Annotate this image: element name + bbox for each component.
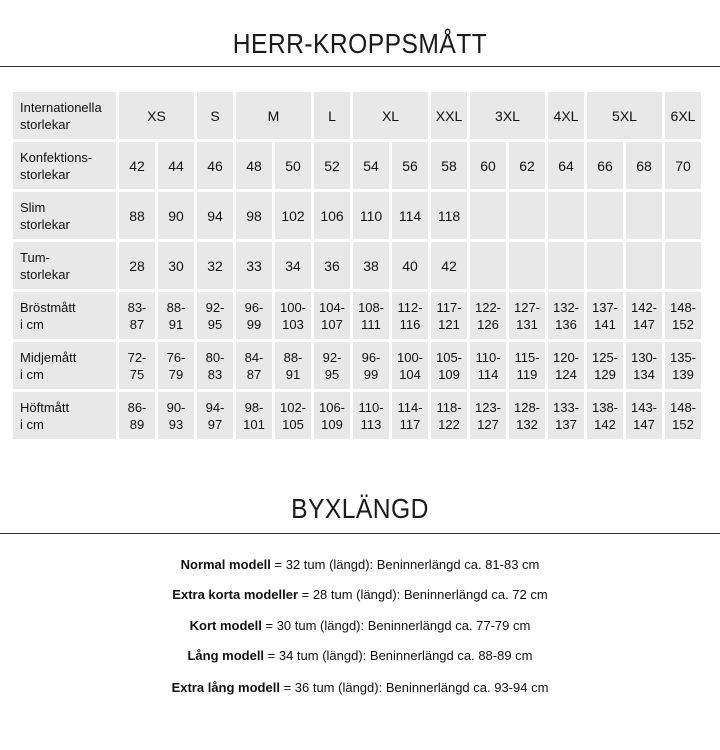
table-cell: 106- 109	[314, 392, 350, 439]
table-cell: 102- 105	[275, 392, 311, 439]
row-label: Slim storlekar	[13, 192, 116, 239]
table-cell: 40	[392, 242, 428, 289]
byxlangd-line	[0, 557, 720, 572]
table-cell: 90- 93	[158, 392, 194, 439]
table-cell: 42	[119, 142, 155, 189]
table-cell: 90	[158, 192, 194, 239]
table-cell: 125- 129	[587, 342, 623, 389]
table-cell: 28	[119, 242, 155, 289]
table-cell: 98- 101	[236, 392, 272, 439]
table-cell: 70	[665, 142, 701, 189]
table-cell: 58	[431, 142, 467, 189]
table-cell	[626, 192, 662, 239]
table-cell: 132- 136	[548, 292, 584, 339]
table-cell: M	[236, 92, 311, 139]
table-row	[13, 142, 701, 189]
table-cell	[509, 192, 545, 239]
table-cell	[626, 242, 662, 289]
table-cell: 118	[431, 192, 467, 239]
model-description: = 28 tum (längd): Beninnerlängd ca. 72 cm	[298, 587, 548, 602]
table-cell: L	[314, 92, 350, 139]
model-name: Normal modell	[180, 557, 271, 572]
table-cell: 60	[470, 142, 506, 189]
model-name: Extra lång modell	[171, 680, 280, 695]
page-title: HERR-KROPPSMÅTT	[232, 28, 488, 59]
table-cell: 135- 139	[665, 342, 701, 389]
table-cell: 117- 121	[431, 292, 467, 339]
table-cell: 80- 83	[197, 342, 233, 389]
table-cell: 6XL	[665, 92, 701, 139]
table-row	[13, 342, 701, 389]
row-label: Konfektions- storlekar	[13, 142, 116, 189]
table-cell: 114	[392, 192, 428, 239]
model-name: Kort modell	[189, 618, 262, 633]
table-cell: 88	[119, 192, 155, 239]
table-cell: 94- 97	[197, 392, 233, 439]
table-cell: 120- 124	[548, 342, 584, 389]
row-label: Midjemått i cm	[13, 342, 116, 389]
model-name: Extra korta modeller	[172, 587, 299, 602]
table-cell: 143- 147	[626, 392, 662, 439]
title-divider	[0, 66, 720, 67]
model-description: = 36 tum (längd): Beninnerlängd ca. 93-94 cm	[279, 680, 549, 695]
table-cell	[470, 192, 506, 239]
table-cell	[665, 242, 701, 289]
table-cell: 112- 116	[392, 292, 428, 339]
table-cell: 106	[314, 192, 350, 239]
table-cell: 32	[197, 242, 233, 289]
table-cell	[587, 192, 623, 239]
model-description: = 30 tum (längd): Beninnerlängd ca. 77-79 cm	[261, 618, 531, 633]
table-cell: 137- 141	[587, 292, 623, 339]
table-cell: 56	[392, 142, 428, 189]
table-cell: 72- 75	[119, 342, 155, 389]
table-cell: 86- 89	[119, 392, 155, 439]
table-cell: 114- 117	[392, 392, 428, 439]
byxlangd-divider	[0, 533, 720, 534]
table-cell: 5XL	[587, 92, 662, 139]
table-row	[13, 92, 701, 139]
table-cell: 54	[353, 142, 389, 189]
table-row	[13, 392, 701, 439]
table-cell: 108- 111	[353, 292, 389, 339]
table-cell: 36	[314, 242, 350, 289]
table-cell: 62	[509, 142, 545, 189]
table-row	[13, 242, 701, 289]
table-cell: 64	[548, 142, 584, 189]
row-label: Tum- storlekar	[13, 242, 116, 289]
table-row	[13, 292, 701, 339]
table-cell: 34	[275, 242, 311, 289]
row-label: Internationella storlekar	[13, 92, 116, 139]
table-cell: 110- 113	[353, 392, 389, 439]
byxlangd-title: BYXLÄNGD	[291, 493, 429, 524]
table-cell: 92- 95	[197, 292, 233, 339]
table-cell: S	[197, 92, 233, 139]
table-cell: 96- 99	[353, 342, 389, 389]
table-cell: 118- 122	[431, 392, 467, 439]
table-cell: 105- 109	[431, 342, 467, 389]
table-cell: 68	[626, 142, 662, 189]
table-cell: 100- 103	[275, 292, 311, 339]
table-cell: 127- 131	[509, 292, 545, 339]
table-cell: 96- 99	[236, 292, 272, 339]
table-cell	[665, 192, 701, 239]
table-cell: 52	[314, 142, 350, 189]
byxlangd-line	[0, 680, 720, 695]
table-cell: 83- 87	[119, 292, 155, 339]
table-cell: 148- 152	[665, 292, 701, 339]
table-cell: 110	[353, 192, 389, 239]
row-label: Höftmått i cm	[13, 392, 116, 439]
table-cell: 88- 91	[275, 342, 311, 389]
table-cell: 133- 137	[548, 392, 584, 439]
table-cell: 138- 142	[587, 392, 623, 439]
table-cell: 38	[353, 242, 389, 289]
table-cell: 50	[275, 142, 311, 189]
table-cell: 42	[431, 242, 467, 289]
table-cell	[587, 242, 623, 289]
table-cell: XXL	[431, 92, 467, 139]
table-cell: 98	[236, 192, 272, 239]
model-description: = 32 tum (längd): Beninnerlängd ca. 81-83 cm	[270, 557, 540, 572]
table-cell: 88- 91	[158, 292, 194, 339]
table-cell	[548, 192, 584, 239]
table-cell: 4XL	[548, 92, 584, 139]
table-cell: 46	[197, 142, 233, 189]
table-cell	[548, 242, 584, 289]
table-cell: 48	[236, 142, 272, 189]
table-cell	[470, 242, 506, 289]
size-chart-table	[10, 89, 704, 442]
byxlangd-line	[0, 618, 720, 633]
byxlangd-line	[0, 587, 720, 602]
table-cell: 30	[158, 242, 194, 289]
model-description: = 34 tum (längd): Beninnerlängd ca. 88-89 cm	[264, 648, 533, 663]
byxlangd-line	[0, 648, 720, 663]
table-cell: XS	[119, 92, 194, 139]
table-cell: 92- 95	[314, 342, 350, 389]
table-cell: 33	[236, 242, 272, 289]
table-cell: 128- 132	[509, 392, 545, 439]
table-cell: 84- 87	[236, 342, 272, 389]
table-cell: 130- 134	[626, 342, 662, 389]
table-cell: XL	[353, 92, 428, 139]
table-cell: 142- 147	[626, 292, 662, 339]
table-cell: 115- 119	[509, 342, 545, 389]
table-cell: 66	[587, 142, 623, 189]
table-cell: 123- 127	[470, 392, 506, 439]
model-name: Lång modell	[187, 648, 265, 663]
table-cell: 102	[275, 192, 311, 239]
table-cell: 110- 114	[470, 342, 506, 389]
table-cell: 148- 152	[665, 392, 701, 439]
table-row	[13, 192, 701, 239]
table-cell: 94	[197, 192, 233, 239]
table-cell: 44	[158, 142, 194, 189]
table-cell: 104- 107	[314, 292, 350, 339]
table-cell	[509, 242, 545, 289]
table-cell: 122- 126	[470, 292, 506, 339]
table-cell: 100- 104	[392, 342, 428, 389]
table-cell: 3XL	[470, 92, 545, 139]
row-label: Bröstmått i cm	[13, 292, 116, 339]
table-cell: 76- 79	[158, 342, 194, 389]
